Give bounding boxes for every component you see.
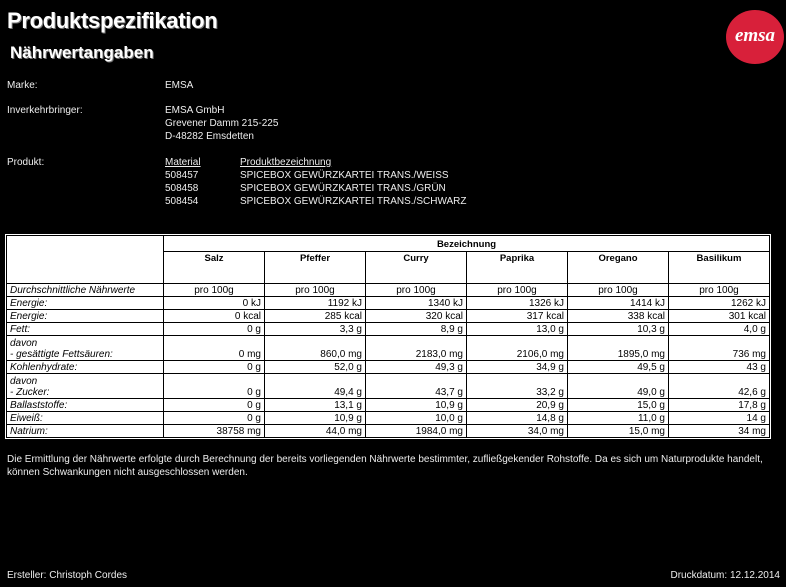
table-cell: 0 kcal [164, 310, 265, 323]
product-name: SPICEBOX GEWÜRZKARTEI TRANS./GRÜN [240, 183, 446, 194]
table-cell: 43,7 g [366, 373, 467, 398]
row-label: Natrium: [7, 424, 164, 437]
product-name: SPICEBOX GEWÜRZKARTEI TRANS./SCHWARZ [240, 196, 467, 207]
row-label [7, 373, 164, 398]
table-cell: 3,3 g [265, 323, 366, 336]
table-cell: 20,9 g [467, 398, 568, 411]
table-cell: 10,3 g [568, 323, 669, 336]
table-cell: 1984,0 mg [366, 424, 467, 437]
column-header-oregano: Oregano [568, 252, 669, 284]
row-label-line: - gesättigte Fettsäuren: [10, 348, 113, 360]
table-cell: pro 100g [669, 284, 770, 297]
table-row [7, 284, 770, 297]
product-material: 508458 [165, 183, 199, 194]
table-cell: 338 kcal [568, 310, 669, 323]
product-material: 508454 [165, 196, 199, 207]
table-cell: 10,9 g [265, 411, 366, 424]
table-cell: 736 mg [669, 336, 770, 361]
table-cell: 42,6 g [669, 373, 770, 398]
table-cell: 1340 kJ [366, 297, 467, 310]
table-row [7, 336, 770, 361]
table-cell: 1192 kJ [265, 297, 366, 310]
logo-text: emsa [734, 25, 776, 46]
table-cell: pro 100g [366, 284, 467, 297]
table-cell: 52,0 g [265, 360, 366, 373]
table-cell: 10,9 g [366, 398, 467, 411]
table-cell: 0 g [164, 411, 265, 424]
table-cell: pro 100g [467, 284, 568, 297]
table-row [7, 360, 770, 373]
column-header-curry: Curry [366, 252, 467, 284]
table-cell: 0 g [164, 373, 265, 398]
row-label: Eiweiß: [7, 411, 164, 424]
brand-value: EMSA [165, 80, 194, 91]
row-label-line: davon [10, 375, 38, 387]
table-header-row [7, 236, 770, 252]
nutrition-table [6, 235, 770, 438]
table-cell: 17,8 g [669, 398, 770, 411]
table-cell: 285 kcal [265, 310, 366, 323]
table-cell: 2183,0 mg [366, 336, 467, 361]
table-cell: 49,0 g [568, 373, 669, 398]
table-cell: 4,0 g [669, 323, 770, 336]
table-cell: 0 kJ [164, 297, 265, 310]
column-header-salz: Salz [164, 252, 265, 284]
table-cell: 860,0 mg [265, 336, 366, 361]
footer-note: Die Ermittlung der Nährwerte erfolgte durch Berechnung der bereits vorliegenden Nährwerte bestimmter, zufließgekender Rohstoffe. Da es sich um Naturprodukte handelt, können Schwankungen nicht ausgeschlossen werden. [7, 454, 763, 478]
table-cell: 49,4 g [265, 373, 366, 398]
distributor-line: D-48282 Emsdetten [165, 131, 254, 142]
distributor-line: Grevener Damm 215-225 [165, 118, 279, 129]
row-label: Durchschnittliche Nährwerte [7, 284, 164, 297]
table-cell: 10,0 g [366, 411, 467, 424]
row-label: Energie: [7, 297, 164, 310]
table-row [7, 323, 770, 336]
column-header-pfeffer: Pfeffer [265, 252, 366, 284]
table-cell: 2106,0 mg [467, 336, 568, 361]
table-cell: 1262 kJ [669, 297, 770, 310]
table-cell: 33,2 g [467, 373, 568, 398]
material-header: Material [165, 157, 201, 168]
creator-text: Ersteller: Christoph Cordes [7, 570, 128, 581]
product-name: SPICEBOX GEWÜRZKARTEI TRANS./WEISS [240, 170, 449, 181]
table-row [7, 373, 770, 398]
product-material: 508457 [165, 170, 199, 181]
page-subtitle: Nährwertangaben [10, 43, 154, 62]
table-cell: 301 kcal [669, 310, 770, 323]
table-cell: 1414 kJ [568, 297, 669, 310]
table-cell: 8,9 g [366, 323, 467, 336]
table-cell: 0 g [164, 398, 265, 411]
product-label: Produkt: [7, 157, 45, 168]
table-row [7, 411, 770, 424]
row-label: Kohlenhydrate: [7, 360, 164, 373]
table-cell: 13,1 g [265, 398, 366, 411]
distributor-label: Inverkehrbringer: [7, 105, 83, 116]
row-label: Fett: [7, 323, 164, 336]
table-cell: 11,0 g [568, 411, 669, 424]
table-cell: 15,0 g [568, 398, 669, 411]
table-row [7, 310, 770, 323]
table-corner-cell [7, 236, 164, 284]
table-cell: 0 mg [164, 336, 265, 361]
nutrition-table-frame [5, 234, 771, 439]
table-cell: 317 kcal [467, 310, 568, 323]
page-title: Produktspezifikation [7, 8, 218, 33]
distributor-line: EMSA GmbH [165, 105, 225, 116]
table-cell: 0 g [164, 323, 265, 336]
nutrition-table-body [7, 236, 770, 438]
brand-label: Marke: [7, 80, 38, 91]
emsa-logo [726, 10, 784, 64]
row-label-line: - Zucker: [10, 386, 50, 398]
column-header-basilikum: Basilikum [669, 252, 770, 284]
table-cell: 13,0 g [467, 323, 568, 336]
column-header-paprika: Paprika [467, 252, 568, 284]
table-cell: 14 g [669, 411, 770, 424]
group-header: Bezeichnung [164, 236, 770, 252]
table-cell: 49,5 g [568, 360, 669, 373]
table-cell: 34,0 mg [467, 424, 568, 437]
table-cell: 49,3 g [366, 360, 467, 373]
table-cell: 34,9 g [467, 360, 568, 373]
table-cell: pro 100g [265, 284, 366, 297]
table-cell: 1326 kJ [467, 297, 568, 310]
table-cell: 34 mg [669, 424, 770, 437]
table-cell: 43 g [669, 360, 770, 373]
table-cell: 0 g [164, 360, 265, 373]
table-cell: 1895,0 mg [568, 336, 669, 361]
row-label [7, 336, 164, 361]
table-cell: pro 100g [164, 284, 265, 297]
row-label: Energie: [7, 310, 164, 323]
table-cell: 14,8 g [467, 411, 568, 424]
table-row [7, 424, 770, 437]
table-cell: 38758 mg [164, 424, 265, 437]
print-date: Druckdatum: 12.12.2014 [670, 570, 780, 581]
product-name-header: Produktbezeichnung [240, 157, 332, 168]
table-cell: pro 100g [568, 284, 669, 297]
table-row [7, 398, 770, 411]
table-cell: 44,0 mg [265, 424, 366, 437]
table-cell: 320 kcal [366, 310, 467, 323]
table-cell: 15,0 mg [568, 424, 669, 437]
table-row [7, 297, 770, 310]
row-label-line: davon [10, 337, 38, 349]
row-label: Ballaststoffe: [7, 398, 164, 411]
